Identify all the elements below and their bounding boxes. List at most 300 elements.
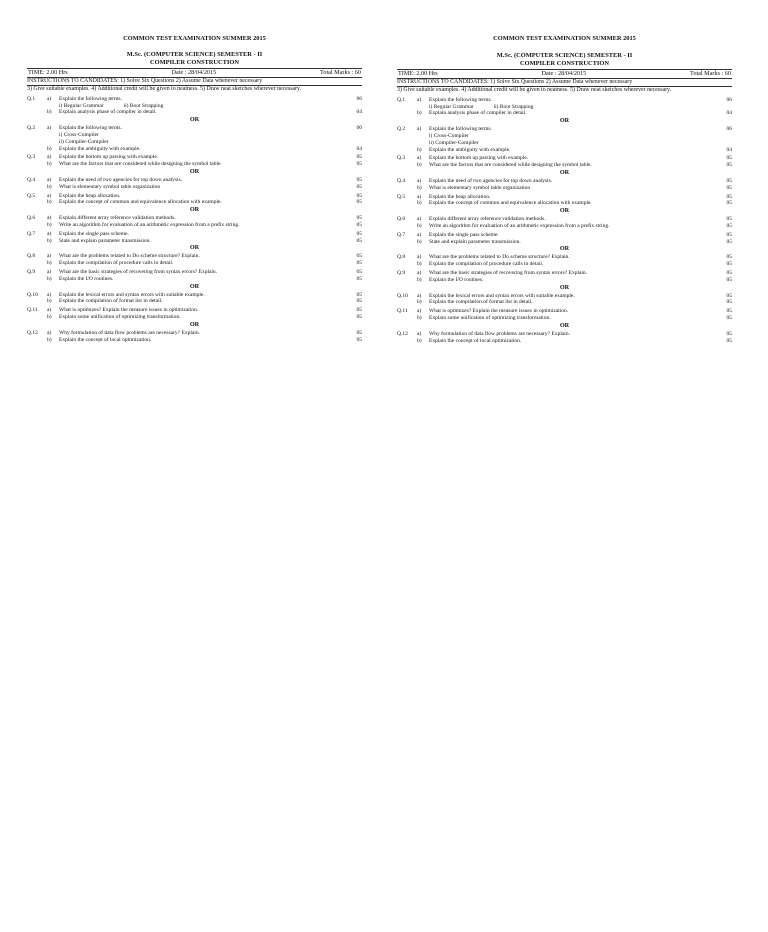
question-number: Q.3 bbox=[27, 154, 36, 161]
question-number: Q.5 bbox=[397, 193, 406, 200]
question-text: Explain the compilation of procedure calls in detail. bbox=[429, 261, 544, 268]
or-separator: OR bbox=[559, 117, 570, 125]
part-label: a) bbox=[417, 269, 422, 276]
question-number bbox=[397, 338, 417, 345]
marks-value: 04 bbox=[726, 146, 732, 153]
part-label: a) bbox=[417, 177, 422, 184]
question-number: Q.11 bbox=[397, 308, 408, 315]
or-separator: OR bbox=[189, 282, 200, 290]
question-block bbox=[397, 97, 732, 117]
question-row bbox=[397, 270, 732, 277]
question-number bbox=[397, 162, 417, 169]
question-text: Explain the compilation of format list in detail. bbox=[429, 299, 533, 306]
question-text: Explain the I/O routines. bbox=[429, 276, 484, 283]
marks-value: 05 bbox=[726, 314, 732, 321]
marks-value: 05 bbox=[726, 222, 732, 229]
marks-value: 05 bbox=[356, 237, 362, 244]
question-text: Explain the following terms. bbox=[59, 125, 122, 132]
question-block bbox=[27, 177, 362, 191]
or-separator: OR bbox=[189, 167, 200, 175]
question-number: Q.6 bbox=[397, 216, 406, 223]
marks-value: 05 bbox=[356, 230, 362, 237]
question-row bbox=[397, 331, 732, 338]
date-label: Date : 28/04/2015 bbox=[171, 69, 217, 76]
or-separator: OR bbox=[189, 206, 200, 214]
part-label: a) bbox=[417, 216, 422, 223]
question-text: Why formulation of data flow problems are necessary? Explain. bbox=[59, 329, 200, 336]
question-row bbox=[397, 126, 732, 133]
question-number bbox=[397, 261, 417, 268]
marks-value: 05 bbox=[726, 269, 732, 276]
question-number bbox=[27, 109, 47, 116]
question-text: What is elementary symbol table organization bbox=[59, 183, 161, 190]
instructions bbox=[397, 79, 732, 95]
question-number: Q.2 bbox=[397, 126, 406, 133]
question-text: Explain the bottom up parsing with example. bbox=[59, 154, 159, 161]
question-number: Q.12 bbox=[397, 330, 408, 337]
question-row bbox=[397, 338, 732, 345]
subject-title: COMPILER CONSTRUCTION bbox=[520, 60, 609, 67]
question-number bbox=[397, 223, 417, 230]
part-label: a) bbox=[417, 231, 422, 238]
question-row bbox=[27, 231, 362, 238]
exam-meta bbox=[397, 69, 732, 79]
question-number bbox=[397, 315, 417, 322]
part-label: b) bbox=[417, 222, 422, 229]
question-number bbox=[27, 337, 47, 344]
question-number bbox=[397, 239, 417, 246]
question-text: What is optimizes? Explain the measure issues in optimization. bbox=[429, 308, 569, 315]
question-text: Explain the bottom up parsing with example. bbox=[429, 155, 529, 162]
part-label: b) bbox=[417, 200, 422, 207]
question-row bbox=[397, 200, 732, 207]
question-number: Q.2 bbox=[27, 125, 36, 132]
marks-value: 05 bbox=[356, 253, 362, 260]
marks-value: 05 bbox=[356, 221, 362, 228]
sub-item: ii) Compiler-Compiler bbox=[429, 139, 479, 146]
question-block bbox=[397, 254, 732, 268]
question-text: Explain different array reference validation methods. bbox=[429, 216, 546, 223]
question-number bbox=[27, 199, 47, 206]
question-text: What are the problems related to Do scheme structure? Explain. bbox=[429, 254, 570, 261]
question-block bbox=[397, 178, 732, 192]
part-label: b) bbox=[47, 109, 52, 116]
question-row bbox=[397, 254, 732, 261]
marks-value: 06 bbox=[356, 125, 362, 132]
question-text: Explain the need of two agencies for top down analysis. bbox=[429, 177, 553, 184]
question-block bbox=[27, 154, 362, 168]
marks-value: 05 bbox=[726, 276, 732, 283]
question-paper-left bbox=[27, 0, 362, 343]
question-block bbox=[397, 308, 732, 322]
exam-meta bbox=[27, 68, 362, 78]
question-block bbox=[397, 293, 732, 307]
question-text: Explain the lexical errors and syntax errors with suitable example. bbox=[59, 291, 205, 298]
question-number: Q.7 bbox=[397, 231, 406, 238]
marks-value: 05 bbox=[356, 329, 362, 336]
question-text: Explain the ambiguity with example. bbox=[429, 146, 511, 153]
part-label: b) bbox=[47, 260, 52, 267]
part-label: b) bbox=[417, 276, 422, 283]
part-label: b) bbox=[417, 162, 422, 169]
part-label: a) bbox=[417, 330, 422, 337]
question-text: What are the problems related to Do scheme structure? Explain. bbox=[59, 253, 200, 260]
sub-item: i) Regular Grammar bbox=[429, 103, 474, 110]
marks-value: 04 bbox=[726, 110, 732, 117]
question-row bbox=[27, 146, 362, 153]
course-title: M.Sc. (COMPUTER SCIENCE) SEMESTER - II bbox=[126, 51, 263, 58]
question-text: Explain the concept of local optimization. bbox=[429, 337, 522, 344]
marks-value: 05 bbox=[356, 176, 362, 183]
question-block bbox=[27, 193, 362, 207]
marks-value: 05 bbox=[726, 299, 732, 306]
question-row bbox=[397, 232, 732, 239]
question-text: What are the basic strategies of recovering from syntax errors? Explain. bbox=[429, 269, 588, 276]
question-number: Q.1 bbox=[397, 96, 406, 103]
part-label: a) bbox=[47, 268, 52, 275]
marks-label: Total Marks : 60 bbox=[320, 69, 361, 76]
question-row bbox=[27, 298, 362, 305]
question-row bbox=[397, 97, 732, 104]
question-row bbox=[397, 162, 732, 169]
part-label: b) bbox=[417, 184, 422, 191]
marks-value: 05 bbox=[356, 268, 362, 275]
part-label: a) bbox=[417, 155, 422, 162]
question-text: State and explain parameter transmission. bbox=[59, 237, 151, 244]
question-row bbox=[397, 178, 732, 185]
marks-value: 05 bbox=[356, 260, 362, 267]
question-block bbox=[27, 215, 362, 229]
question-number bbox=[397, 200, 417, 207]
question-number bbox=[27, 314, 47, 321]
part-label: b) bbox=[47, 183, 52, 190]
question-number bbox=[27, 222, 47, 229]
time-label: TIME: 2.00 Hrs bbox=[28, 69, 68, 76]
question-text: Write an algorithm for evaluation of an arithmetic expression from a prefix string. bbox=[429, 222, 610, 229]
part-label: a) bbox=[47, 215, 52, 222]
question-row bbox=[27, 276, 362, 283]
or-separator: OR bbox=[559, 245, 570, 253]
question-number: Q.1 bbox=[27, 95, 36, 102]
part-label: b) bbox=[417, 146, 422, 153]
question-number: Q.3 bbox=[397, 155, 406, 162]
question-text: Explain the single pass scheme. bbox=[429, 231, 499, 238]
question-row bbox=[27, 292, 362, 299]
question-block bbox=[397, 216, 732, 230]
instructions-line-2: 3) Give suitable examples. 4) Additional credit will be given to neatness. 5) Draw neat sketches wherever necessary. bbox=[27, 86, 302, 93]
or-separator: OR bbox=[189, 320, 200, 328]
question-row bbox=[27, 330, 362, 337]
question-list bbox=[397, 97, 732, 345]
question-block bbox=[397, 232, 732, 246]
question-row bbox=[27, 260, 362, 267]
question-row bbox=[397, 110, 732, 117]
question-number bbox=[27, 298, 47, 305]
question-row bbox=[27, 215, 362, 222]
part-label: b) bbox=[47, 298, 52, 305]
exam-title: COMMON TEST EXAMINATION SUMMER 2015 bbox=[123, 35, 266, 42]
question-text: What are the basic strategies of recovering from syntax errors? Explain. bbox=[59, 268, 218, 275]
marks-value: 05 bbox=[356, 161, 362, 168]
question-paper-right bbox=[397, 0, 732, 344]
marks-value: 05 bbox=[726, 337, 732, 344]
instructions-line-1: INSTRUCTIONS TO CANDIDATES: 1) Solve Six Questions 2) Assume Data whenever necessary bbox=[397, 79, 732, 87]
part-label: b) bbox=[47, 313, 52, 320]
marks-value: 05 bbox=[726, 216, 732, 223]
marks-value: 05 bbox=[726, 231, 732, 238]
part-label: a) bbox=[417, 308, 422, 315]
question-text: Explain some unification of optimizing transformation. bbox=[59, 313, 181, 320]
question-text: Explain the compilation of format list in detail. bbox=[59, 298, 163, 305]
marks-value: 05 bbox=[356, 183, 362, 190]
part-label: a) bbox=[47, 230, 52, 237]
marks-value: 05 bbox=[356, 192, 362, 199]
sub-items bbox=[27, 103, 362, 110]
question-text: Explain the following terms. bbox=[429, 126, 492, 133]
question-row bbox=[397, 223, 732, 230]
question-number bbox=[397, 277, 417, 284]
question-row bbox=[397, 299, 732, 306]
question-row bbox=[397, 293, 732, 300]
sub-item: ii) Boot Strapping bbox=[123, 102, 164, 109]
question-block bbox=[27, 96, 362, 116]
part-label: a) bbox=[47, 253, 52, 260]
marks-value: 04 bbox=[356, 109, 362, 116]
part-label: b) bbox=[417, 314, 422, 321]
question-number bbox=[27, 260, 47, 267]
question-row bbox=[27, 314, 362, 321]
question-row bbox=[27, 222, 362, 229]
instructions-line-2: 3) Give suitable examples. 4) Additional credit will be given to neatness. 5) Draw neat sketches wherever necessary. bbox=[397, 87, 672, 94]
question-number: Q.7 bbox=[27, 230, 36, 237]
question-text: Explain the following terms. bbox=[429, 96, 492, 103]
marks-value: 05 bbox=[726, 155, 732, 162]
or-separator: OR bbox=[189, 244, 200, 252]
marks-value: 05 bbox=[356, 298, 362, 305]
question-row bbox=[27, 253, 362, 260]
marks-value: 05 bbox=[356, 291, 362, 298]
part-label: a) bbox=[417, 96, 422, 103]
question-number: Q.10 bbox=[27, 291, 38, 298]
question-number: Q.5 bbox=[27, 192, 36, 199]
question-text: Explain the heap allocation. bbox=[429, 193, 491, 200]
question-row bbox=[27, 307, 362, 314]
question-row bbox=[27, 177, 362, 184]
or-separator: OR bbox=[189, 116, 200, 124]
question-text: Explain the lexical errors and syntax errors with suitable example. bbox=[429, 292, 575, 299]
marks-value: 05 bbox=[726, 162, 732, 169]
question-number: Q.8 bbox=[397, 254, 406, 261]
question-block bbox=[397, 270, 732, 284]
marks-value: 05 bbox=[726, 193, 732, 200]
part-label: b) bbox=[417, 238, 422, 245]
question-number bbox=[397, 299, 417, 306]
question-text: Explain the I/O routines. bbox=[59, 275, 114, 282]
question-row bbox=[27, 154, 362, 161]
or-separator: OR bbox=[559, 321, 570, 329]
question-text: What is elementary symbol table organization bbox=[429, 184, 531, 191]
question-number: Q.4 bbox=[397, 177, 406, 184]
question-text: Explain some unification of optimizing transformation. bbox=[429, 314, 551, 321]
question-block bbox=[27, 231, 362, 245]
part-label: a) bbox=[47, 95, 52, 102]
part-label: b) bbox=[47, 275, 52, 282]
question-row bbox=[27, 199, 362, 206]
sub-item: i) Regular Grammar bbox=[59, 102, 104, 109]
course-title: M.Sc. (COMPUTER SCIENCE) SEMESTER - II bbox=[496, 52, 633, 59]
exam-title: COMMON TEST EXAMINATION SUMMER 2015 bbox=[493, 35, 636, 42]
question-text: What are the factors that are considered while designing the symbol table. bbox=[429, 162, 592, 169]
subject-title: COMPILER CONSTRUCTION bbox=[150, 59, 239, 66]
marks-label: Total Marks : 60 bbox=[690, 70, 731, 77]
question-row bbox=[397, 194, 732, 201]
marks-value: 06 bbox=[356, 95, 362, 102]
question-row bbox=[397, 185, 732, 192]
question-text: Explain analysis phase of compiler in detail. bbox=[429, 110, 527, 117]
question-row bbox=[27, 193, 362, 200]
question-block bbox=[27, 330, 362, 344]
question-row bbox=[27, 125, 362, 132]
time-label: TIME: 2.00 Hrs bbox=[398, 70, 438, 77]
question-block bbox=[27, 253, 362, 267]
question-number bbox=[27, 146, 47, 153]
question-text: Explain analysis phase of compiler in detail. bbox=[59, 109, 157, 116]
question-row bbox=[397, 239, 732, 246]
question-number bbox=[397, 185, 417, 192]
part-label: b) bbox=[47, 221, 52, 228]
question-number: Q.9 bbox=[27, 268, 36, 275]
part-label: a) bbox=[47, 154, 52, 161]
question-list bbox=[27, 96, 362, 344]
question-text: Explain different array reference validation methods. bbox=[59, 215, 176, 222]
marks-value: 05 bbox=[356, 336, 362, 343]
part-label: a) bbox=[417, 193, 422, 200]
question-text: Explain the compilation of procedure calls in detail. bbox=[59, 260, 174, 267]
date-label: Date : 28/04/2015 bbox=[541, 70, 587, 77]
part-label: b) bbox=[417, 110, 422, 117]
question-row bbox=[27, 269, 362, 276]
question-block bbox=[397, 331, 732, 345]
marks-value: 05 bbox=[726, 184, 732, 191]
question-number bbox=[27, 238, 47, 245]
part-label: a) bbox=[47, 307, 52, 314]
question-text: What are the factors that are considered while designing the symbol table. bbox=[59, 161, 222, 168]
marks-value: 05 bbox=[726, 200, 732, 207]
question-text: Explain the following terms. bbox=[59, 95, 122, 102]
question-row bbox=[27, 161, 362, 168]
marks-value: 05 bbox=[726, 238, 732, 245]
marks-value: 05 bbox=[726, 308, 732, 315]
sub-item: i) Cross-Compiler bbox=[429, 133, 469, 139]
question-row bbox=[397, 315, 732, 322]
marks-value: 06 bbox=[726, 96, 732, 103]
marks-value: 06 bbox=[726, 126, 732, 133]
question-text: Explain the need of two agencies for top down analysis. bbox=[59, 176, 183, 183]
marks-value: 05 bbox=[726, 292, 732, 299]
question-text: Explain the concept of common and equivalence allocation with example. bbox=[59, 199, 222, 206]
question-number bbox=[27, 161, 47, 168]
question-row bbox=[27, 238, 362, 245]
question-text: What is optimizes? Explain the measure issues in optimization. bbox=[59, 307, 199, 314]
instructions-line-1: INSTRUCTIONS TO CANDIDATES: 1) Solve Six Questions 2) Assume Data whenever necessary bbox=[27, 78, 362, 86]
part-label: b) bbox=[417, 299, 422, 306]
part-label: a) bbox=[47, 125, 52, 132]
sub-item: ii) Boot Strapping bbox=[493, 103, 534, 110]
or-separator: OR bbox=[559, 207, 570, 215]
question-number bbox=[27, 184, 47, 191]
question-row bbox=[397, 147, 732, 154]
question-text: Why formulation of data flow problems are necessary? Explain. bbox=[429, 330, 570, 337]
question-number: Q.8 bbox=[27, 253, 36, 260]
sub-item: i) Cross-Compiler bbox=[59, 132, 99, 138]
question-row bbox=[27, 109, 362, 116]
question-text: Explain the concept of local optimization. bbox=[59, 336, 152, 343]
marks-value: 05 bbox=[356, 215, 362, 222]
marks-value: 05 bbox=[356, 199, 362, 206]
question-block bbox=[27, 292, 362, 306]
or-separator: OR bbox=[559, 168, 570, 176]
question-number bbox=[397, 147, 417, 154]
question-row bbox=[397, 155, 732, 162]
question-text: Explain the ambiguity with example. bbox=[59, 145, 141, 152]
part-label: b) bbox=[417, 261, 422, 268]
question-row bbox=[27, 184, 362, 191]
question-number: Q.11 bbox=[27, 307, 38, 314]
marks-value: 05 bbox=[726, 177, 732, 184]
question-block bbox=[397, 194, 732, 208]
part-label: a) bbox=[417, 126, 422, 133]
question-number: Q.4 bbox=[27, 176, 36, 183]
part-label: b) bbox=[47, 145, 52, 152]
question-block bbox=[27, 125, 362, 152]
part-label: a) bbox=[47, 291, 52, 298]
question-text: Explain the heap allocation. bbox=[59, 192, 121, 199]
question-block bbox=[27, 269, 362, 283]
marks-value: 05 bbox=[356, 154, 362, 161]
question-number: Q.9 bbox=[397, 269, 406, 276]
marks-value: 05 bbox=[356, 275, 362, 282]
part-label: a) bbox=[417, 254, 422, 261]
question-text: Explain the single pass scheme. bbox=[59, 230, 129, 237]
question-block bbox=[27, 307, 362, 321]
question-row bbox=[27, 337, 362, 344]
part-label: b) bbox=[417, 337, 422, 344]
or-separator: OR bbox=[559, 283, 570, 291]
part-label: a) bbox=[47, 329, 52, 336]
marks-value: 05 bbox=[726, 261, 732, 268]
question-block bbox=[397, 126, 732, 153]
question-row bbox=[397, 308, 732, 315]
part-label: a) bbox=[47, 192, 52, 199]
question-number: Q.6 bbox=[27, 215, 36, 222]
marks-value: 05 bbox=[356, 307, 362, 314]
question-text: Write an algorithm for evaluation of an arithmetic expression from a prefix string. bbox=[59, 221, 240, 228]
marks-value: 05 bbox=[356, 313, 362, 320]
part-label: b) bbox=[47, 161, 52, 168]
marks-value: 04 bbox=[356, 145, 362, 152]
question-text: Explain the concept of common and equivalence allocation with example. bbox=[429, 200, 592, 207]
sub-items bbox=[397, 104, 732, 111]
question-block bbox=[397, 155, 732, 169]
marks-value: 05 bbox=[726, 330, 732, 337]
question-row bbox=[397, 261, 732, 268]
question-row bbox=[397, 277, 732, 284]
marks-value: 05 bbox=[726, 254, 732, 261]
part-label: a) bbox=[47, 176, 52, 183]
question-number bbox=[397, 110, 417, 117]
instructions bbox=[27, 78, 362, 94]
question-row bbox=[27, 96, 362, 103]
